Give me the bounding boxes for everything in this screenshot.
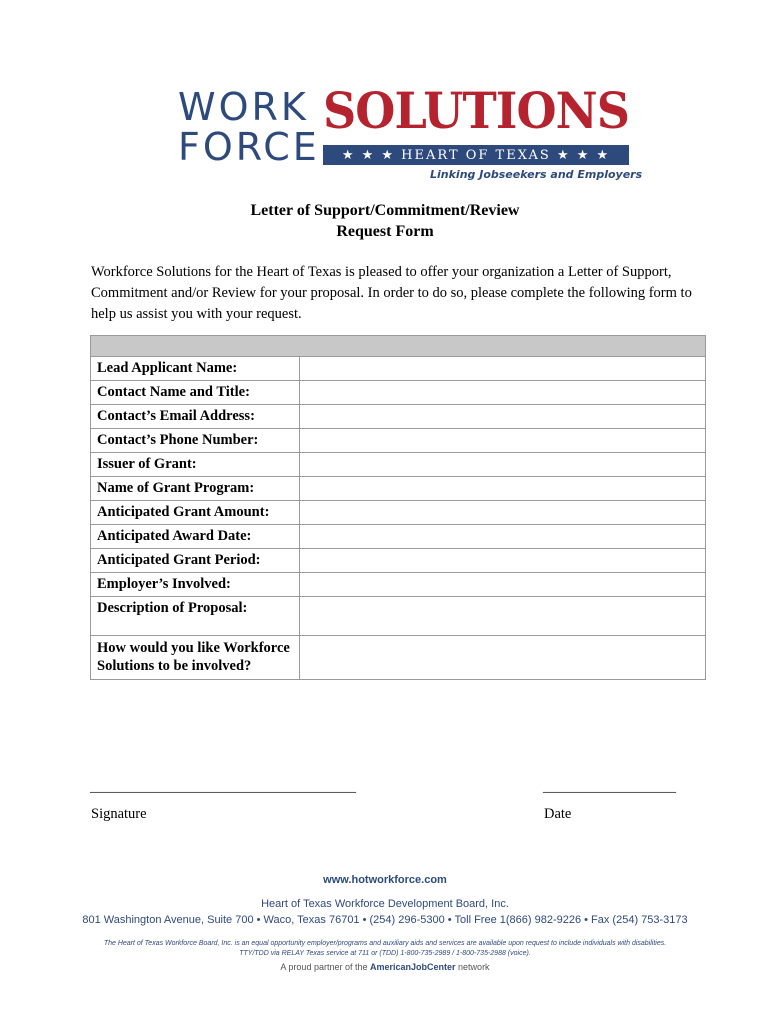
form-field-label: Name of Grant Program: — [91, 477, 300, 501]
american-job-center-logo: AmericanJobCenter — [370, 962, 456, 972]
logo-heart-of-texas-banner: ★ ★ ★ HEART OF TEXAS ★ ★ ★ — [323, 145, 629, 165]
partner-note — [0, 962, 770, 972]
form-field-value[interactable] — [300, 381, 706, 405]
form-field-value[interactable] — [300, 429, 706, 453]
form-row — [91, 573, 706, 597]
form-subtitle: Request Form — [336, 223, 434, 240]
form-field-label: Contact Name and Title: — [91, 381, 300, 405]
form-row — [91, 429, 706, 453]
form-field-value[interactable] — [300, 573, 706, 597]
form-field-label: Anticipated Award Date: — [91, 525, 300, 549]
form-field-label: Contact’s Phone Number: — [91, 429, 300, 453]
form-field-label: Lead Applicant Name: — [91, 357, 300, 381]
logo-work-text: WORK — [178, 85, 309, 129]
form-field-value[interactable] — [300, 357, 706, 381]
partner-prefix: A proud partner of the — [280, 962, 368, 972]
form-row — [91, 549, 706, 573]
partner-suffix: network — [458, 962, 490, 972]
form-field-value[interactable] — [300, 549, 706, 573]
form-row — [91, 405, 706, 429]
table-header-row — [91, 336, 706, 357]
form-row — [91, 501, 706, 525]
logo-force-text: FORCE — [178, 125, 320, 169]
form-row — [91, 525, 706, 549]
form-row — [91, 453, 706, 477]
eeo-line-1: The Heart of Texas Workforce Board, Inc. is an equal opportunity employer/programs and auxiliary aids and services are available upon request to include individuals with disabilities. — [103, 940, 667, 947]
date-line[interactable]: ___________________ — [543, 780, 676, 795]
form-field-label: Anticipated Grant Period: — [91, 549, 300, 573]
request-form-table — [90, 335, 706, 680]
board-address: 801 Washington Avenue, Suite 700 • Waco, Texas 76701 • (254) 296-5300 • Toll Free 1(866) 982-9226 • Fax (254) 753-3173 — [82, 914, 688, 926]
form-field-value[interactable] — [300, 453, 706, 477]
form-row — [91, 597, 706, 636]
form-field-value[interactable] — [300, 405, 706, 429]
signature-line[interactable]: ______________________________________ — [90, 780, 356, 795]
eeo-statement — [0, 939, 770, 959]
form-row — [91, 477, 706, 501]
involvement-value[interactable] — [300, 636, 706, 680]
form-field-label: Description of Proposal: — [91, 597, 300, 636]
logo-tagline: Linking Jobseekers and Employers — [430, 168, 643, 181]
workforce-solutions-logo — [178, 81, 643, 188]
form-field-value[interactable] — [300, 477, 706, 501]
form-field-label: Contact’s Email Address: — [91, 405, 300, 429]
footer-contact — [0, 896, 770, 928]
eeo-line-2: TTY/TDD via RELAY Texas service at 711 or (TDD) 1-800-735-2989 / 1-800-735-2988 (voice). — [239, 950, 531, 957]
website-link[interactable]: www.hotworkforce.com — [323, 874, 447, 886]
intro-paragraph: Workforce Solutions for the Heart of Texas is pleased to offer your organization a Letter of Support, Commitment and/or Review for your proposal. In order to do so, please complete the following form to help us assist you with your request. — [91, 264, 692, 322]
logo-solutions-text: SOLUTIONS — [323, 81, 630, 140]
form-row-involvement — [91, 636, 706, 680]
form-field-label: Anticipated Grant Amount: — [91, 501, 300, 525]
form-row — [91, 357, 706, 381]
date-label: Date — [544, 806, 572, 822]
form-field-value[interactable] — [300, 501, 706, 525]
involvement-label: How would you like Workforce Solutions to be involved? — [91, 636, 300, 680]
form-field-value[interactable] — [300, 525, 706, 549]
signature-label: Signature — [91, 806, 147, 822]
form-field-label: Issuer of Grant: — [91, 453, 300, 477]
form-row — [91, 381, 706, 405]
form-title: Letter of Support/Commitment/Review — [250, 202, 520, 219]
board-name: Heart of Texas Workforce Development Board, Inc. — [261, 898, 509, 910]
form-field-label: Employer’s Involved: — [91, 573, 300, 597]
form-field-value[interactable] — [300, 597, 706, 636]
